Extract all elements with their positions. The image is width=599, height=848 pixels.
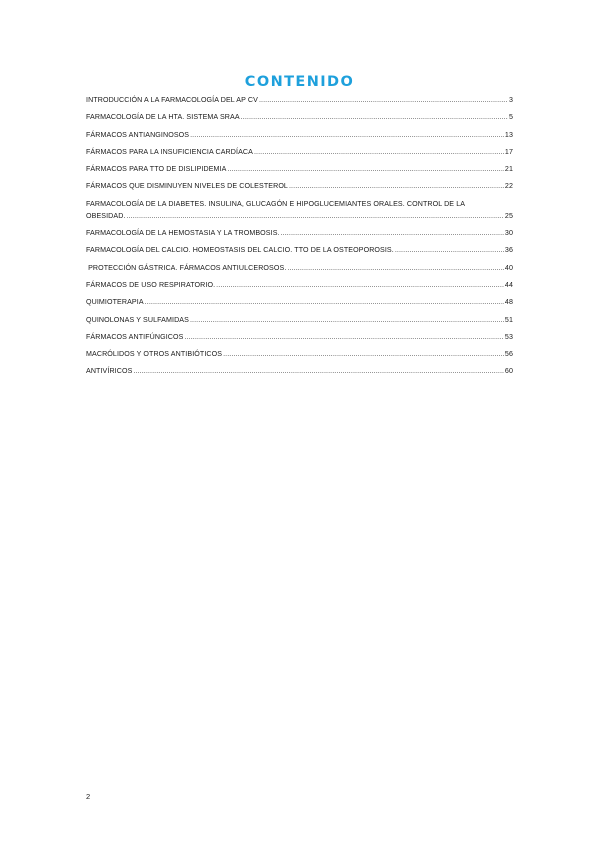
toc-dot-leader xyxy=(281,229,504,238)
toc-entry-title: INTRODUCCIÓN A LA FARMACOLOGÍA DEL AP CV xyxy=(86,96,258,104)
toc-entry-page: 13 xyxy=(504,130,513,139)
toc-entry[interactable] xyxy=(86,281,513,290)
toc-entry[interactable] xyxy=(86,131,513,140)
toc-dot-leader xyxy=(259,96,508,105)
toc-dot-leader xyxy=(216,281,504,290)
toc-entry-title: PROTECCIÓN GÁSTRICA. FÁRMACOS ANTIULCEROSOS. xyxy=(86,263,287,272)
toc-entry[interactable] xyxy=(86,333,513,342)
toc-entry-title: FÁRMACOS ANTIANGINOSOS xyxy=(86,130,190,139)
toc-entry[interactable] xyxy=(86,246,513,255)
toc-entry-page: 36 xyxy=(504,246,513,255)
toc-dot-leader xyxy=(133,367,503,376)
toc-entry-page: 3 xyxy=(508,96,513,104)
toc-entry[interactable] xyxy=(86,113,513,122)
toc-entry-title: QUINOLONAS Y SULFAMIDAS xyxy=(86,315,189,324)
toc-entry-page: 17 xyxy=(504,147,513,156)
toc-entry-page: 40 xyxy=(504,263,513,272)
toc-entry-title: MACRÓLIDOS Y OTROS ANTIBIÓTICOS xyxy=(86,350,223,359)
toc-dot-leader xyxy=(184,333,503,342)
toc-entry[interactable] xyxy=(86,200,513,221)
toc-entry[interactable] xyxy=(86,148,513,157)
toc-dot-leader xyxy=(127,212,504,221)
toc-entry[interactable] xyxy=(86,229,513,238)
toc-entry-title: FÁRMACOS DE USO RESPIRATORIO. xyxy=(86,280,216,289)
toc-entry-page: 56 xyxy=(504,350,513,359)
toc-entry-page: 22 xyxy=(504,182,513,191)
toc-entry[interactable] xyxy=(86,350,513,359)
toc-entry[interactable] xyxy=(86,367,513,376)
toc-dot-leader xyxy=(190,316,504,325)
toc-entry[interactable] xyxy=(86,316,513,325)
toc-entry-title: FÁRMACOS PARA TTO DE DISLIPIDEMIA xyxy=(86,165,227,174)
toc-entry-title: FARMACOLOGÍA DE LA HTA. SISTEMA SRAA xyxy=(86,113,240,122)
toc-entry-page: 51 xyxy=(504,315,513,324)
toc-dot-leader xyxy=(395,246,504,255)
toc-entry[interactable] xyxy=(86,298,513,307)
page-number: 2 xyxy=(86,792,91,801)
toc-entry-title: QUIMIOTERAPIA xyxy=(86,298,144,307)
toc-entry-title: FARMACOLOGÍA DE LA HEMOSTASIA Y LA TROMBOSIS. xyxy=(86,229,280,238)
toc-dot-leader xyxy=(190,131,504,140)
toc-entry[interactable] xyxy=(86,165,513,174)
toc-list xyxy=(86,96,513,385)
toc-title: CONTENIDO xyxy=(244,74,355,90)
toc-entry-page: 60 xyxy=(504,367,513,376)
toc-entry-title: FARMACOLOGÍA DE LA DIABETES. INSULINA, GLUCAGÓN E HIPOGLUCEMIANTES ORALES. CONTROL DE LA xyxy=(86,199,466,208)
toc-entry-title: FÁRMACOS QUE DISMINUYEN NIVELES DE COLESTEROL xyxy=(86,182,288,191)
toc-entry-title: ANTIVÍRICOS xyxy=(86,367,133,376)
toc-entry-page: 53 xyxy=(504,332,513,341)
toc-dot-leader xyxy=(289,182,504,191)
toc-dot-leader xyxy=(145,298,504,307)
toc-entry[interactable] xyxy=(86,264,513,273)
toc-entry-title: FÁRMACOS ANTIFÚNGICOS xyxy=(86,332,184,341)
toc-entry[interactable] xyxy=(86,96,513,105)
toc-entry-page: 44 xyxy=(504,280,513,289)
toc-entry-page: 21 xyxy=(504,165,513,174)
toc-entry-page: 30 xyxy=(504,229,513,238)
toc-entry-page: 5 xyxy=(508,113,513,122)
toc-dot-leader xyxy=(254,148,504,157)
toc-dot-leader xyxy=(287,264,504,273)
toc-entry-title: FARMACOLOGÍA DEL CALCIO. HOMEOSTASIS DEL CALCIO. TTO DE LA OSTEOPOROSIS. xyxy=(86,246,394,255)
toc-entry-page: 48 xyxy=(504,298,513,307)
toc-entry-page: 25 xyxy=(504,211,513,220)
toc-dot-leader xyxy=(227,165,503,174)
toc-dot-leader xyxy=(241,113,508,122)
toc-entry[interactable] xyxy=(86,182,513,191)
toc-entry-title: FÁRMACOS PARA LA INSUFICIENCIA CARDÍACA xyxy=(86,147,253,156)
toc-entry-title-continued: OBESIDAD. xyxy=(86,211,126,220)
toc-dot-leader xyxy=(223,350,504,359)
